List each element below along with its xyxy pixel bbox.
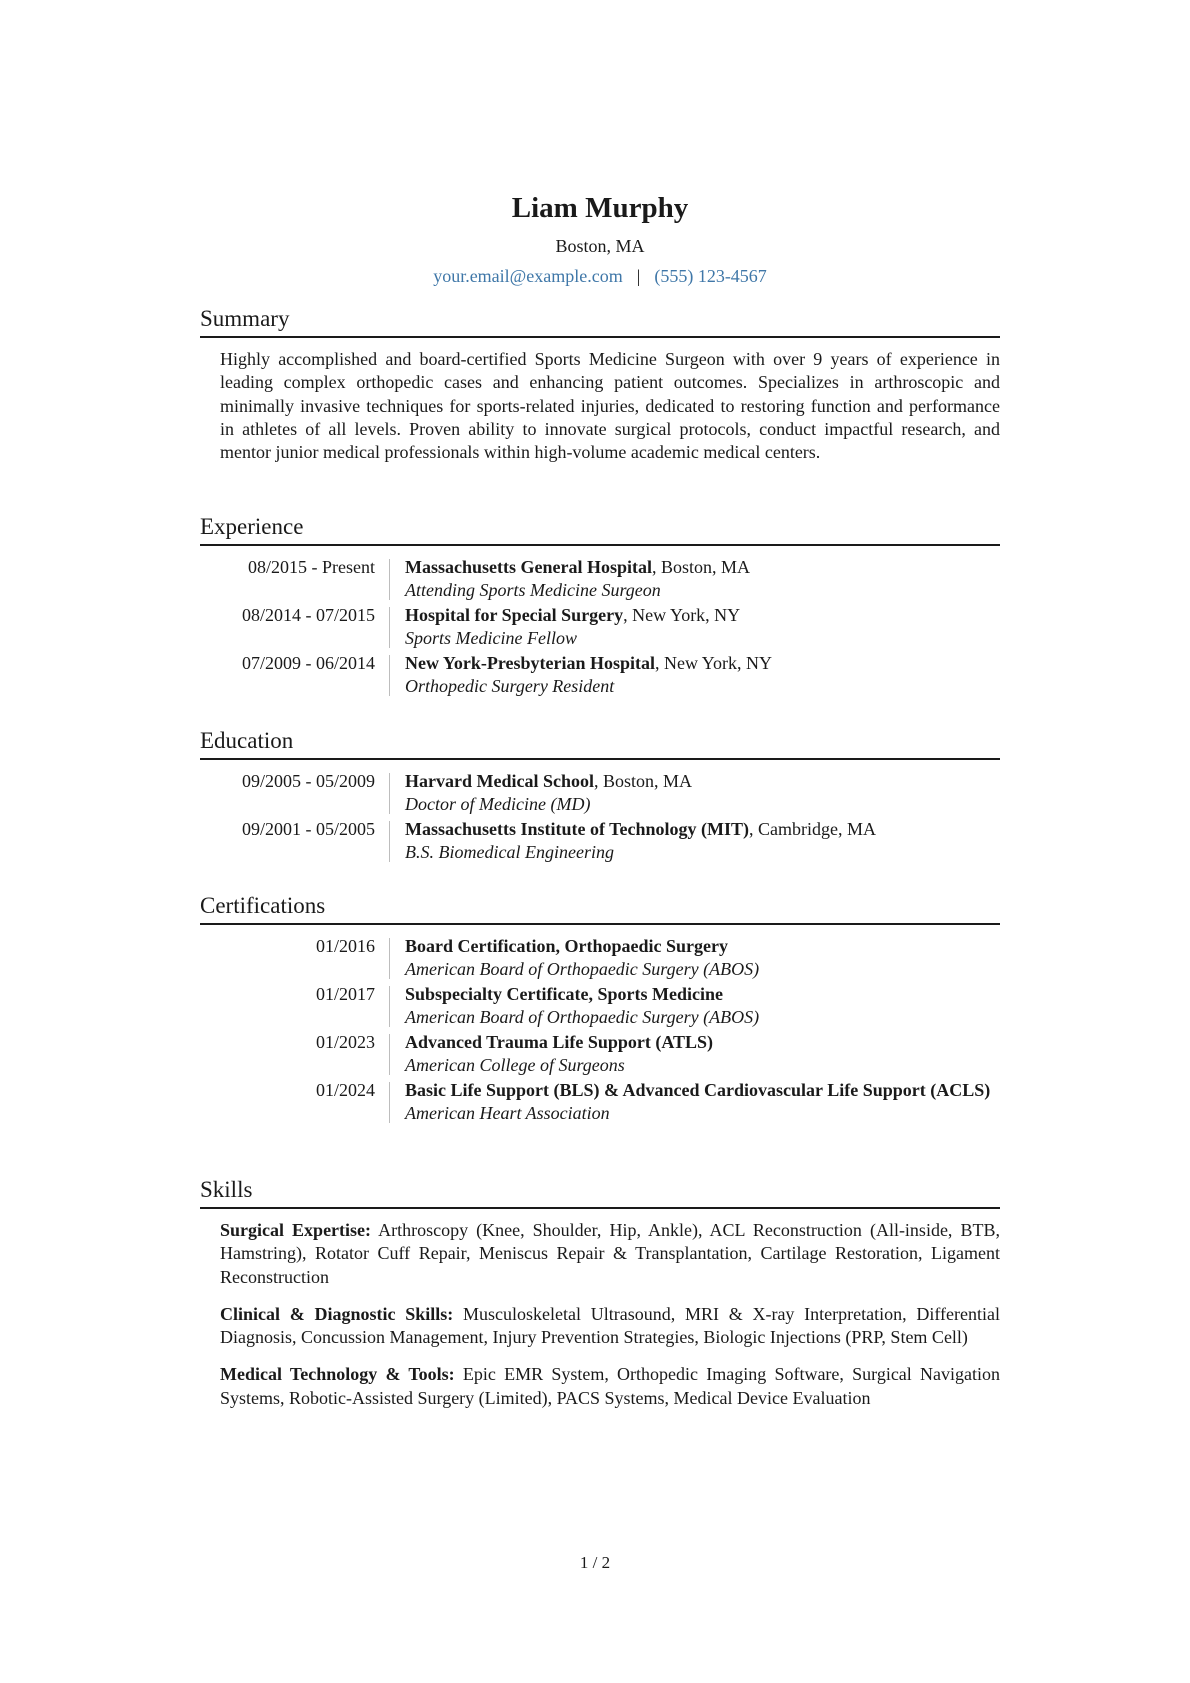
entry-location: , New York, NY bbox=[623, 605, 741, 625]
certification-issuer: American Board of Orthopaedic Surgery (ABOS) bbox=[405, 959, 760, 979]
certification-entry bbox=[200, 935, 1000, 981]
entry-date: 01/2024 bbox=[315, 1080, 375, 1100]
section-divider bbox=[200, 1207, 1000, 1209]
certification-name: Subspecialty Certificate, Sports Medicine bbox=[405, 984, 723, 1004]
contact-line bbox=[200, 264, 1000, 288]
section-divider bbox=[200, 544, 1000, 546]
entry-date: 09/2001 - 05/2005 bbox=[242, 819, 375, 839]
certification-issuer: American Heart Association bbox=[405, 1103, 610, 1123]
education-section bbox=[200, 726, 1000, 866]
section-divider bbox=[200, 336, 1000, 338]
entry-date: 09/2005 - 05/2009 bbox=[242, 771, 375, 791]
certification-name: Advanced Trauma Life Support (ATLS) bbox=[405, 1032, 714, 1052]
email-link[interactable]: your.email@example.com bbox=[433, 266, 623, 286]
entry-degree: B.S. Biomedical Engineering bbox=[405, 842, 614, 862]
section-title-certifications: Certifications bbox=[200, 893, 326, 918]
entry-institution: Harvard Medical School bbox=[405, 771, 594, 791]
entry-role: Attending Sports Medicine Surgeon bbox=[405, 580, 661, 600]
entry-date: 01/2023 bbox=[315, 1032, 375, 1052]
certification-name: Board Certification, Orthopaedic Surgery bbox=[405, 936, 728, 956]
section-title-experience: Experience bbox=[200, 514, 304, 539]
section-title-education: Education bbox=[200, 728, 294, 753]
candidate-name: Liam Murphy bbox=[511, 192, 689, 224]
section-divider bbox=[200, 923, 1000, 925]
entry-organization: Hospital for Special Surgery bbox=[405, 605, 624, 625]
entry-organization: New York-Presbyterian Hospital bbox=[405, 653, 655, 673]
skill-label: Surgical Expertise: bbox=[220, 1220, 372, 1240]
skill-text: Musculoskeletal Ultrasound, MRI & X-ray Interpretation, Differential Diagnosis, Concussion Management, Injury Prevention Strategies, Biologic Injections (PRP, Stem Cell) bbox=[220, 1303, 1001, 1348]
entry-date: 08/2015 - Present bbox=[248, 557, 375, 577]
entry-date: 01/2016 bbox=[315, 936, 375, 956]
education-entry bbox=[200, 770, 1000, 816]
entry-location: , Boston, MA bbox=[593, 771, 692, 791]
entry-institution: Massachusetts Institute of Technology (MIT) bbox=[405, 819, 750, 839]
phone-link[interactable]: (555) 123-4567 bbox=[654, 266, 767, 286]
education-entry bbox=[200, 818, 1000, 864]
skill-label: Medical Technology & Tools: bbox=[220, 1364, 455, 1385]
entry-date: 08/2014 - 07/2015 bbox=[242, 605, 375, 625]
certification-name: Basic Life Support (BLS) & Advanced Cardiovascular Life Support (ACLS) bbox=[405, 1080, 991, 1100]
skill-group bbox=[220, 1303, 1000, 1350]
certification-entry bbox=[200, 1079, 1000, 1125]
section-divider bbox=[200, 758, 1000, 760]
entry-location: , New York, NY bbox=[654, 653, 772, 673]
page-number: 1 / 2 bbox=[579, 1553, 611, 1572]
experience-section bbox=[200, 512, 1000, 700]
skill-text: Epic EMR System, Orthopedic Imaging Software, Surgical Navigation Systems, Robotic-Assisted Surgery (Limited), PACS Systems, Medical Device Evaluation bbox=[220, 1364, 1000, 1408]
entry-date: 07/2009 - 06/2014 bbox=[242, 653, 375, 673]
section-title-skills: Skills bbox=[200, 1177, 253, 1202]
experience-entry bbox=[200, 652, 1000, 698]
experience-entry bbox=[200, 604, 1000, 650]
summary-text: Highly accomplished and board-certified Sports Medicine Surgeon with over 9 years of experience in leading complex orthopedic cases and enhancing patient outcomes. Specializes in arthroscopic and minimally invasive techniques for sports-related injuries, dedicated to restoring function and performance in athletes of all levels. Proven ability to innovate surgical protocols, conduct impactful research, and mentor junior medical professionals within high-volume academic medical centers. bbox=[220, 349, 1000, 463]
certification-issuer: American Board of Orthopaedic Surgery (ABOS) bbox=[405, 1007, 760, 1027]
candidate-location: Boston, MA bbox=[555, 236, 645, 256]
entry-degree: Doctor of Medicine (MD) bbox=[405, 794, 591, 814]
section-title-summary: Summary bbox=[200, 306, 290, 331]
skill-label: Clinical & Diagnostic Skills: bbox=[220, 1303, 454, 1324]
certification-entry bbox=[200, 1031, 1000, 1077]
entry-location: , Boston, MA bbox=[652, 557, 751, 577]
skill-text: Arthroscopy (Knee, Shoulder, Hip, Ankle), ACL Reconstruction (All-inside, BTB, Hamstring), Rotator Cuff Repair, Meniscus Repair & Transplantation, Cartilage Restoration, Ligament Reconstruction bbox=[220, 1220, 1000, 1287]
entry-role: Sports Medicine Fellow bbox=[405, 628, 577, 648]
entry-location: , Cambridge, MA bbox=[749, 819, 876, 839]
experience-entry bbox=[200, 556, 1000, 602]
certifications-section bbox=[200, 891, 1000, 1127]
resume-header bbox=[200, 190, 1000, 288]
entry-role: Orthopedic Surgery Resident bbox=[405, 676, 615, 696]
skill-group bbox=[220, 1219, 1000, 1289]
certification-entry bbox=[200, 983, 1000, 1029]
summary-section bbox=[200, 304, 1000, 464]
certification-issuer: American College of Surgeons bbox=[405, 1055, 625, 1075]
skills-section bbox=[200, 1175, 1000, 1424]
entry-organization: Massachusetts General Hospital bbox=[405, 557, 652, 577]
entry-date: 01/2017 bbox=[315, 984, 375, 1004]
skill-group bbox=[220, 1363, 1000, 1410]
contact-separator: | bbox=[636, 266, 641, 286]
